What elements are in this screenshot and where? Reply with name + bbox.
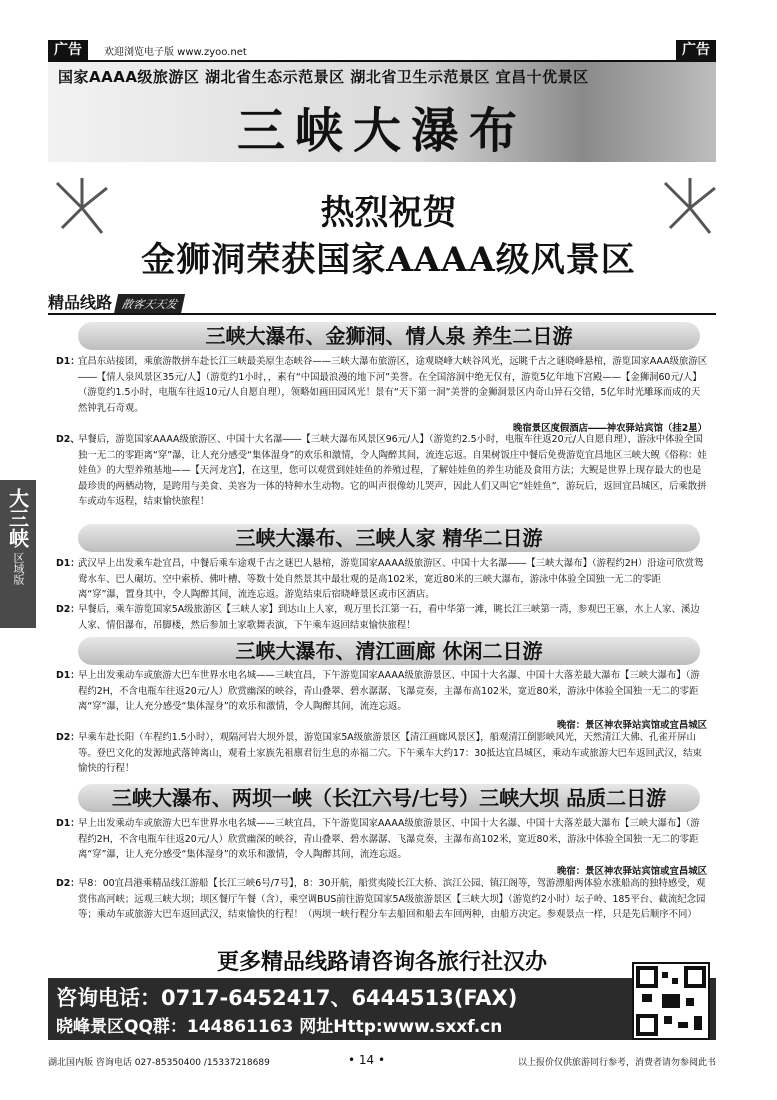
contact-band	[48, 978, 716, 1040]
day-text: 早餐后，游览国家AAAA级旅游区、中国十大名瀑――【三峡大瀑布风景区96元/人】（游览约2.5小时，电瓶车往返20元/人自愿自理），游泳中体验全国独一无二的零距离“穿”瀑，让人充分感受“集体湿身”的欢乐和激情，令人陶醉其间，流连忘返。自果树饭庄中餐后免费游览宜昌地区三峡大鲵《俗称：娃娃鱼》的大型养殖基地——【天河龙宫】，在这里，您可以观赏到娃娃鱼的养殖过程，了解娃娃鱼的养生功能及食用方法；大鲵是世界上现存最大的也是最珍贵的两栖动物，是跨用与美食、美容为一体的特种水生动物。它的叫声很像幼儿哭声，因此人们又叫它“娃娃鱼”，游玩后，返回宜昌城区，后乘散拼车或动车返程，结束愉快旅程！	[78, 434, 707, 508]
route-title: 三峡大瀑布、清江画廊 休闲二日游	[78, 637, 700, 665]
page-title: 三峡大瀑布	[236, 103, 527, 159]
day-text: 早上出发乘动车或旅游大巴车世界水电名城——三峡宜昌，下午游览国家AAAA级旅游景区、中国十大名瀑、中国十大落差最大瀑布【三峡大瀑布】（游程约2H，不含电瓶车往返20元/人）欣赏幽深的峡谷，青山叠翠、碧水潺潺、飞瀑竞奏，主瀑布高102米，宽近80米，游泳中体验全国独一无二的零距离“穿”瀑，让人充分感受“集体湿身”的欢乐和激情，令人陶醉其间，流连忘返。	[78, 818, 700, 861]
day-label: D1：	[56, 356, 80, 367]
footer-left: 湖北国内版 咨询电话 027-85350400 /15337218689	[48, 1058, 270, 1068]
day-text: 早8：00宜昌港乘精品线江游船【长江三峡6号/7号】，8：30开航，船赏夷陵长江大桥、滨江公园、镇江阁等，驾游漂船两体验水涨船高的独特感受，观赏伟高河峡；远观三峡大坝；坝区餐厅午餐（含），乘空调BUS前往游览国家5A级旅游景区【三峡大坝】（游览约2小时）坛子岭、185平台、截流纪念园等；乘动车或旅游大巴车返回武汉，结束愉快的行程！（两坝一峡行程分车去船回和船去车回两种，由船方决定。参观景点一样，只是先后顺序不同）	[78, 878, 706, 921]
ad-tag-right: 广告	[676, 40, 716, 60]
footer	[48, 1055, 716, 1073]
day-text: 武汉早上出发乘车赴宜昌，中餐后乘车途观千古之谜巴人悬棺，游览国家AAAA级旅游区、中国十大名瀑――【三峡大瀑布】（游程约2H）沿途可欣赏鸳鸯水车、巴人碾坊、空中索桥、佛叶槽、等数十处自然景其中最壮观的是高102米，宽近80米的三峡大瀑布，游泳中体验全国独一无二的零距离“穿”瀑，置身其中，令人陶醉其间，流连忘返。游览结束后宿晓峰景区或市区酒店。	[78, 558, 704, 601]
welcome-text: 欢迎浏览电子版 www.zyoo.net	[104, 47, 247, 58]
qr-code-icon	[632, 962, 710, 1040]
page-number: • 14 •	[348, 1053, 386, 1067]
route-day	[56, 602, 708, 634]
day-label: D1：	[56, 670, 80, 681]
day-text: 早上出发乘动车或旅游大巴车世界水电名城——三峡宜昌，下午游览国家AAAA级旅游景区、中国十大名瀑、中国十大落差最大瀑布【三峡大瀑布】（游程约2H，不含电瓶车往返20元/人）欣赏幽深的峡谷，青山叠翠、碧水潺潺、飞瀑竞奏，主瀑布高102米，宽近80米，游泳中体验全国独一无二的零距离“穿”瀑，让人充分感受“集体湿身”的欢乐和激情，令人陶醉其间，流连忘返。	[78, 670, 700, 713]
featured-label: 精品线路	[48, 293, 113, 312]
day-label: D1：	[56, 558, 80, 569]
region-sidebar	[0, 480, 36, 628]
divider	[48, 313, 716, 315]
route-title: 三峡大瀑布、金狮洞、情人泉 养生二日游	[78, 322, 700, 350]
route-day	[56, 730, 708, 778]
day-label: D2：	[56, 604, 80, 615]
route-day	[56, 432, 708, 522]
lodging-note: 晚宿：景区神农驿站宾馆或宜昌城区	[556, 720, 707, 731]
congrats-line-2: 金狮洞荣获国家AAAA级风景区	[141, 240, 636, 280]
day-label: D2：	[56, 732, 80, 743]
route-day	[56, 816, 708, 864]
ad-tag-left: 广告	[48, 40, 88, 60]
day-text: 早餐后，乘车游览国家5A级旅游区【三峡人家】到达山上人家，观万里长江第一石，看中华第一滩，眺长江三峡第一湾，参观巴王寨，水上人家、溪边人家、情侣瀑布，吊脚楼，然后参加土家歌舞表演，下午乘车返回结束愉快旅程！	[78, 604, 700, 631]
top-bar	[48, 40, 716, 60]
lodging-note: 晚宿：景区神农驿站宾馆或宜昌城区	[556, 866, 707, 877]
congrats-line-1: 热烈祝贺	[320, 193, 457, 233]
route-day	[56, 876, 708, 940]
sidebar-region: 区域版	[12, 552, 25, 585]
featured-slogan: 散客天天发	[114, 294, 185, 314]
day-label: D2、	[56, 434, 80, 445]
header-banner	[48, 62, 716, 162]
day-text: 宜昌东站接团，乘旅游散拼车赴长江三峡最美原生态峡谷——三峡大瀑布旅游区，途观晓峰大峡谷风光，远眺千古之谜晓峰悬棺，游览国家AAA级旅游区――【情人泉风景区35元/人】（游览约1小时，，素有“中国最浪漫的地下河”美誉。在全国溶洞中绝无仅有，游览5亿年地下宫殿——【金狮洞60元/人】（游览约1.5小时，电瓶车往返10元/人自愿自理），领略如画田园风光！景有“天下第一洞”美誉的金狮洞景区内奇山异石交错，5亿年时光雕琢而成的天然钟乳石奇观。	[78, 356, 708, 414]
route-title: 三峡大瀑布、三峡人家 精华二日游	[78, 524, 700, 552]
day-text: 早乘车赴长阳（车程约1.5小时），观隔河岩大坝外景，游览国家5A级旅游景区【清江画廊风景区】，船观清江倒影峡风光，天然清江大佛、孔雀开屏山等。登巴文化的发源地武落钟离山，观看土家族先祖廪君衍生息的赤福二穴。下午乘车大约17：30抵达宜昌城区，乘动车或旅游大巴车返回武汉，结束愉快的行程！	[78, 732, 702, 775]
day-label: D1：	[56, 818, 80, 829]
sidebar-title: 大三峡	[5, 488, 30, 548]
phone-label: 咨询电话：0717-6452417、6444513(FAX)	[56, 986, 518, 1010]
route-day	[56, 556, 708, 604]
route-day	[56, 354, 708, 420]
day-label: D2：	[56, 878, 80, 889]
lodging-note: 晚宿景区度假酒店――神农驿站宾馆（挂2星）	[512, 423, 707, 434]
route-day	[56, 668, 708, 716]
more-routes-banner: 更多精品线路请咨询各旅行社汉办	[216, 950, 547, 975]
scenic-tags: 国家AAAA级旅游区 湖北省生态示范景区 湖北省卫生示范景区 宜昌十优景区	[58, 68, 589, 86]
qq-label: 晓峰景区QQ群：144861163 网址Http:www.sxxf.cn	[56, 1017, 503, 1037]
footer-right: 以上报价仅供旅游同行参考，消费者请勿参阅此书	[517, 1058, 716, 1068]
route-title: 三峡大瀑布、两坝一峡（长江六号/七号）三峡大坝 品质二日游	[78, 784, 700, 812]
